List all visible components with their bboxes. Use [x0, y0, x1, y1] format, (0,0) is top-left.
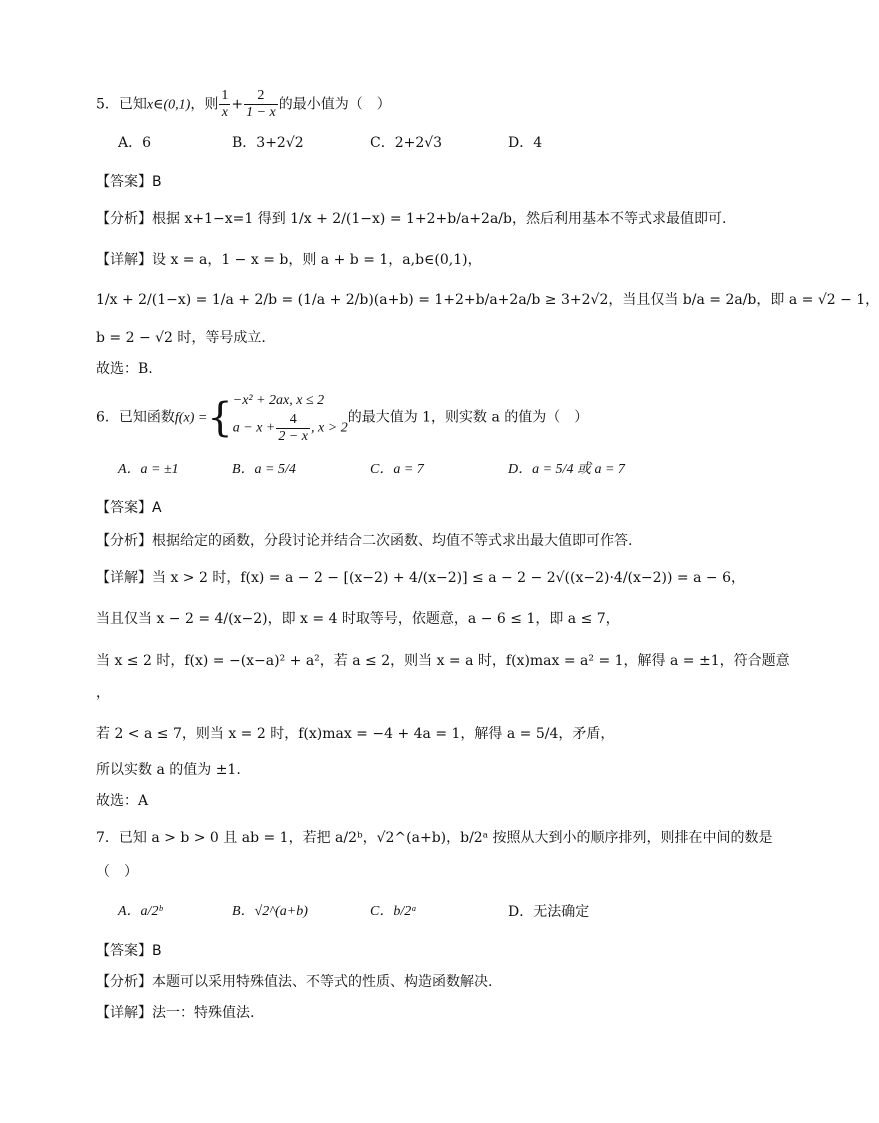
q6-stem-prefix: 6．已知函数	[96, 409, 175, 426]
q5-option-b: B．3+2√2	[232, 135, 304, 151]
q5-stem-mid: ，则	[190, 96, 219, 113]
q5-detail-3: b = 2 − √2 时，等号成立.	[96, 330, 266, 346]
q6-case-1: −x² + 2ax, x ≤ 2	[232, 393, 325, 408]
q5-choose: 故选：B.	[96, 361, 153, 377]
q6-detail-5: 所以实数 a 的值为 ±1.	[96, 762, 241, 778]
q7-option-c: C．b/2ᵃ	[370, 904, 417, 919]
q6-answer: 【答案】A	[96, 500, 162, 516]
q5-analysis: 【分析】根据 x+1−x=1 得到 1/x + 2/(1−x) = 1+2+b/a+2a/b，然后利用基本不等式求最值即可.	[96, 211, 727, 227]
q6-choose: 故选：A	[96, 793, 149, 809]
q6-brace: {	[207, 394, 233, 441]
q6-detail-3b: ，	[96, 685, 110, 701]
q5-option-a: A．6	[118, 135, 152, 151]
q6-case-2: a − x + $\frac{4}{2 - x}$ , x > 2	[232, 412, 348, 444]
q6-detail-3: 当 x ≤ 2 时，f(x) = −(x−a)² + a²，若 a ≤ 2，则当 x = a 时，f(x)max = a² = 1，解得 a = ±1，符合题意	[96, 653, 790, 669]
q7-option-d: D．无法确定	[508, 904, 590, 920]
q6-detail-2: 当且仅当 x − 2 = 4/(x−2)，即 x = 4 时取等号，依题意，a − 6 ≤ 1，即 a ≤ 7，	[96, 611, 620, 627]
q7-detail-1: 【详解】法一：特殊值法.	[96, 1005, 255, 1021]
q7-option-a: A．a/2ᵇ	[118, 904, 163, 919]
q7-stem: 7．已知 a > b > 0 且 ab = 1，若把 a/2ᵇ，√2^(a+b)，b/2ᵃ 按照从大到小的顺序排列，则排在中间的数是	[96, 830, 773, 846]
q5-condition: x∈(0,1)	[146, 97, 191, 113]
q5-option-c: C．2+2√3	[370, 135, 443, 151]
q6-detail-1: 【详解】当 x > 2 时，f(x) = a − 2 − [(x−2) + 4/(x−2)] ≤ a − 2 − 2√((x−2)·4/(x−2)) = a − 6，	[96, 570, 745, 586]
q6-function: f(x) =	[174, 410, 208, 426]
q6-option-b: B．a = 5/4	[232, 462, 296, 477]
q7-answer: 【答案】B	[96, 943, 162, 959]
q5-stem: 5．已知x∈(0,1)，则 $\frac{1}{x}$ + $\frac{2}{1 - x}$ 的最小值为（ ）	[96, 88, 391, 120]
q5-stem-prefix: 5．已知	[96, 96, 147, 113]
q5-answer: 【答案】B	[96, 174, 162, 190]
q5-fraction-1: $\frac{1}{x}$	[221, 88, 229, 120]
q6-cases	[233, 390, 348, 445]
q6-stem-suffix: 的最大值为 1，则实数 a 的值为（ ）	[347, 409, 589, 426]
q5-detail-1: 【详解】设 x = a，1 − x = b，则 a + b = 1，a,b∈(0,1)，	[96, 252, 482, 268]
q5-option-d: D．4	[508, 135, 543, 151]
q5-detail-2: 1/x + 2/(1−x) = 1/a + 2/b = (1/a + 2/b)(a+b) = 1+2+b/a+2a/b ≥ 3+2√2，当且仅当 b/a = 2a/b，即 a = √2 − 1，	[96, 292, 879, 308]
q6-option-c: C．a = 7	[370, 462, 424, 477]
q5-fraction-2: $\frac{2}{1 - x}$	[246, 88, 276, 120]
q6-detail-4: 若 2 < a ≤ 7，则当 x = 2 时，f(x)max = −4 + 4a = 1，解得 a = 5/4，矛盾，	[96, 726, 615, 742]
q7-stem-paren: （ ）	[96, 864, 138, 880]
q7-option-b: B．√2^(a+b)	[232, 904, 308, 919]
q5-stem-suffix: 的最小值为（ ）	[278, 96, 391, 113]
q6-option-a: A．a = ±1	[118, 462, 179, 477]
q6-option-d: D．a = 5/4 或 a = 7	[508, 462, 625, 477]
q6-analysis: 【分析】根据给定的函数，分段讨论并结合二次函数、均值不等式求出最大值即可作答.	[96, 533, 633, 549]
q7-analysis: 【分析】本题可以采用特殊值法、不等式的性质、构造函数解决.	[96, 974, 493, 990]
q6-stem	[96, 390, 588, 445]
